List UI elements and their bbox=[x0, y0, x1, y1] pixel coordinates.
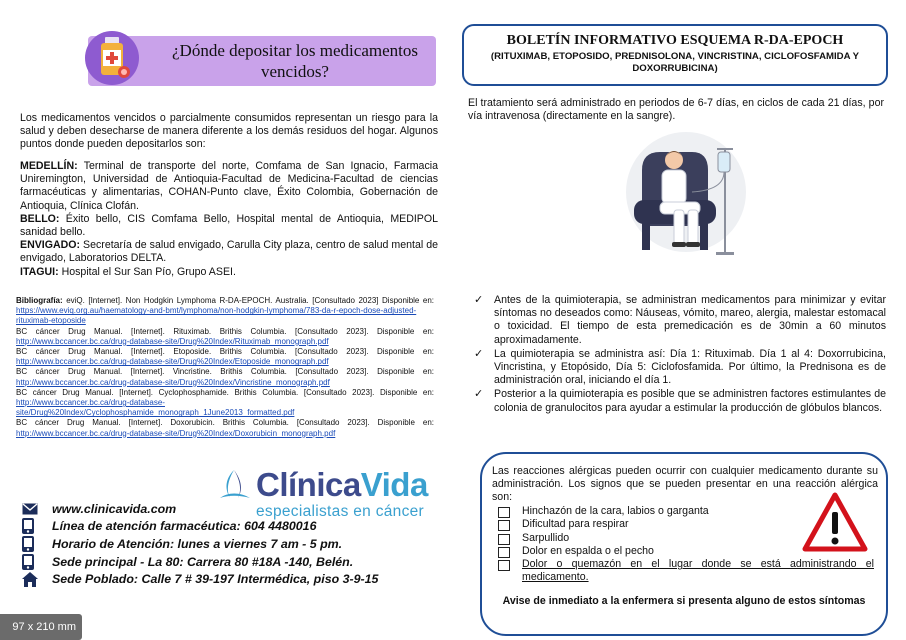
warning-icon bbox=[802, 492, 868, 552]
treatment-intro: El tratamiento será administrado en periodos de 6-7 días, en ciclos de cada 21 días, por vía intravenosa (directamente en la sangre). bbox=[468, 97, 884, 123]
contact-poblado-site: Sede Poblado: Calle 7 # 39-197 Intermédica, piso 3-9-15 bbox=[22, 570, 442, 588]
logo-wordmark: ClínicaVida bbox=[256, 466, 428, 503]
disposal-places bbox=[20, 160, 438, 279]
place-bello: BELLO: Éxito bello, CIS Comfama Bello, Hospital mental de Antioquia, MEDIPOL sanidad bello. bbox=[20, 212, 438, 239]
page-title: ¿Dónde depositar los medicamentos vencidos? bbox=[172, 41, 418, 81]
phone-icon bbox=[22, 536, 34, 552]
page-size-tag: 97 x 210 mm bbox=[0, 614, 82, 640]
house-icon bbox=[22, 572, 38, 587]
checkbox-icon bbox=[498, 547, 510, 558]
checkbox-icon bbox=[498, 560, 510, 571]
checkmark-icon: ✓ bbox=[474, 388, 484, 401]
bibliography-entry: BC cáncer Drug Manual. [Internet]. Doxorubicin. Brithis Columbia. [Consultado 2023]. Disponible en: http://www.bccancer.bc.ca/drug-database-site/Drug%20Index/Doxorubicin_monograph.pdf bbox=[16, 418, 434, 438]
reference-link[interactable]: http://www.bccancer.bc.ca/drug-database-site/Drug%20Index/Etoposide_monograph.pdf bbox=[16, 357, 329, 367]
reference-link[interactable]: http://www.bccancer.bc.ca/drug-database-site/Drug%20Index/Doxorubicin_monograph.pdf bbox=[16, 428, 336, 438]
envelope-icon bbox=[22, 503, 38, 515]
checkbox-icon bbox=[498, 534, 510, 545]
intro-paragraph: Los medicamentos vencidos o parcialmente consumidos representan un riesgo para la salud y deben desecharse de manera diferente a los demás residuos del hogar. Algunos puntos donde pueden depositarlos son: bbox=[20, 112, 438, 151]
allergy-warning-footer: Avise de inmediato a la enfermera si presenta alguno de estos síntomas bbox=[502, 595, 866, 607]
list-item: Sarpullido bbox=[498, 532, 878, 545]
bibliography-entry: BC cáncer Drug Manual. [Internet]. Rituximab. Brithis Columbia. [Consultado 2023]. Disponible en: http://www.bccancer.bc.ca/drug-database-site/Drug%20Index/Rituximab_monograph.pdf bbox=[16, 326, 434, 346]
allergy-intro: Las reacciones alérgicas pueden ocurrir con cualquier medicamento durante su administración. Los signos que se pueden presentar en una reacción alérgica son: bbox=[492, 465, 878, 503]
place-itagui: ITAGUI: Hospital el Sur San Pío, Grupo ASEI. bbox=[20, 265, 236, 278]
phone-icon bbox=[22, 554, 34, 570]
reference-link[interactable]: http://www.bccancer.bc.ca/drug-database-site/Drug%20Index/Vincristine_monograph.pdf bbox=[16, 377, 330, 387]
treatment-checklist bbox=[474, 294, 886, 416]
bulletin-title: BOLETÍN INFORMATIVO ESQUEMA R-DA-EPOCH bbox=[506, 33, 844, 48]
contact-hours: Horario de Atención: lunes a viernes 7 am - 5 pm. bbox=[22, 535, 442, 553]
bibliography-entry: BC cáncer Drug Manual. [Internet]. Vincristine. Brithis Columbia. [Consultado 2023]. Disponible en: http://www.bccancer.bc.ca/drug-database-site/Drug%20Index/Vincristine_monograph.pdf bbox=[16, 367, 434, 387]
clinica-vida-logo-icon bbox=[216, 468, 252, 504]
bibliography-entry: BC cáncer Drug Manual. [Internet]. Etoposide. Brithis Columbia. [Consultado 2023]. Disponible en: http://www.bccancer.bc.ca/drug-database-site/Drug%20Index/Etoposide_monograph.pdf bbox=[16, 347, 434, 367]
list-item: Hinchazón de la cara, labios o garganta bbox=[498, 505, 878, 518]
reference-link[interactable]: http://www.bccancer.bc.ca/drug-database-site/Drug%20Index/Rituximab_monograph.pdf bbox=[16, 336, 329, 346]
contact-info bbox=[22, 500, 442, 588]
reference-link[interactable]: https://www.eviq.org.au/haematology-and-bmt/lymphoma/non-hodgkin-lymphoma/783-da-r-epoch-dose-adjusted-rituximab-etoposide bbox=[16, 306, 417, 326]
list-item: ✓ Posterior a la quimioterapia es posible que se administren factores estimulantes de colonia de granulocitos para ayudar a estimular la producción de glóbulos blancos. bbox=[474, 388, 886, 414]
contact-main-site: Sede principal - La 80: Carrera 80 #18A -140, Belén. bbox=[22, 553, 442, 571]
medicine-bottle-icon bbox=[84, 30, 140, 86]
checkmark-icon: ✓ bbox=[474, 347, 484, 360]
list-item: Dolor o quemazón en el lugar donde se está administrando el medicamento. bbox=[498, 558, 874, 585]
bibliography bbox=[16, 296, 434, 439]
patient-infusion-illustration bbox=[612, 130, 762, 262]
reference-link[interactable]: http://www.bccancer.bc.ca/drug-database-site/Drug%20Index/Cyclophosphamide_monograph_1June2013_formatted.pdf bbox=[16, 398, 295, 418]
place-medellin: MEDELLÍN: Terminal de transporte del norte, Comfama de San Ignacio, Farmacia Uniremington, Universidad de Antioquia-Facultad de Medicina-Facultad de ciencias farmacéuticas y alimentarias, COHAN-Punto clave, Éxito Colombia, Gobernación de Antioquia, Clínica Clofán. bbox=[20, 160, 438, 212]
phone-icon bbox=[22, 518, 34, 534]
list-item: ✓ La quimioterapia se administra así: Día 1: Rituximab. Día 1 al 4: Doxorrubicina, Vincristina, y Etopósido, Día 5: Ciclofosfamida. Por último, la Prednisona es de administración oral, iniciando el día 1. bbox=[474, 347, 886, 387]
contact-phone-line: Línea de atención farmacéutica: 604 4480016 bbox=[22, 518, 442, 536]
checkbox-icon bbox=[498, 507, 510, 518]
contact-website: www.clinicavida.com bbox=[22, 500, 442, 518]
bulletin-subtitle: (RITUXIMAB, ETOPOSIDO, PREDNISOLONA, VINCRISTINA, CICLOFOSFAMIDA Y DOXORRUBICINA) bbox=[490, 51, 860, 74]
bibliography-entry: Bibliografía: eviQ. [Internet]. Non Hodgkin Lymphoma R-DA-EPOCH. Australia. [Consultado 2023] Disponible en: https://www.eviq.org.au/haematology-and-bmt/lymphoma/non-hodgkin-lymphoma/783-da-r-epoch-dose-adjusted-rituximab-etoposide bbox=[16, 296, 434, 326]
list-item: Dificultad para respirar bbox=[498, 518, 878, 531]
bibliography-entry: BC cáncer Drug Manual. [Internet]. Cyclophosphamide. Brithis Columbia. [Consultado 2023]. Disponible en: http://www.bccancer.bc.ca/drug-database-site/Drug%20Index/Cyclophosphamide_monograph_1June2013_formatted.pdf bbox=[16, 387, 434, 418]
list-item: Dolor en espalda o el pecho bbox=[498, 545, 878, 558]
checkbox-icon bbox=[498, 520, 510, 531]
logo-subtitle: especialistas en cáncer bbox=[256, 503, 425, 520]
place-envigado: ENVIGADO: Secretaría de salud envigado, Carulla City plaza, centro de salud mental de envigado, Laboratorios DELTA. bbox=[20, 239, 438, 265]
checkmark-icon: ✓ bbox=[474, 294, 484, 306]
list-item: ✓ Antes de la quimioterapia, se administran medicamentos para minimizar y evitar síntomas no deseados como: Náuseas, vómito, mareo, alergia, malestar estomacal o toxicidad. El tiempo de esta premedicación es de 30min a 60 minutos aproximadamente. bbox=[474, 294, 886, 346]
